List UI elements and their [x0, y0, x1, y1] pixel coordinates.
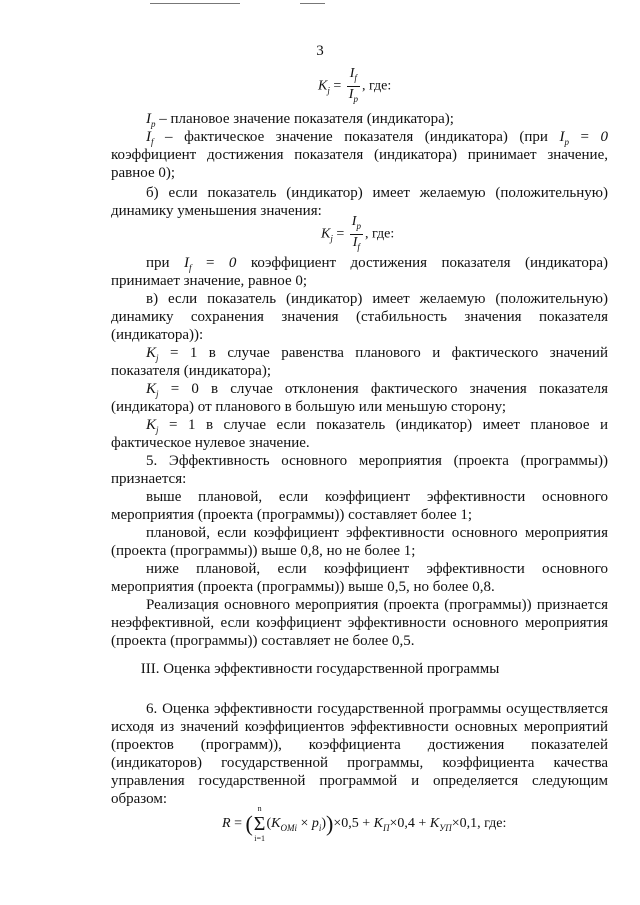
text-line: Реализация основного мероприятия (проекта (программы)) признается [146, 597, 608, 613]
fraction: $\frac{I_p}{I_f}$ [351, 214, 361, 252]
text-line: образом: [111, 791, 168, 807]
text-line: 5. Эффективность основного мероприятия (проекта (программы)) [146, 453, 608, 469]
text-line: показателя (индикатора); [111, 363, 272, 379]
text-line: исходя из значений коэффициентов эффективности основных мероприятий [111, 719, 608, 735]
text-line: неэффективной, если коэффициент эффективности основного мероприятия [111, 615, 608, 631]
text-line: $I_p$ – плановое значение показателя (индикатора); [146, 111, 454, 129]
section-heading: III. Оценка эффективности государственной программы [140, 661, 500, 677]
text-line: (проекта (программы)) выше 0,8, но не более 1; [111, 543, 416, 559]
text-line: 6. Оценка эффективности государственной программы осуществляется [146, 701, 608, 717]
text-line: плановой, если коэффициент эффективности основного мероприятия [146, 525, 608, 541]
text-line: равное 0); [111, 165, 176, 181]
text-line: б) если показатель (индикатор) имеет желаемую (положительную) [146, 185, 608, 201]
top-rule-left [150, 3, 240, 4]
text-line: динамику уменьшения значения: [111, 203, 322, 219]
text-line: мероприятия (проекта (программы)) составляет более 1; [111, 507, 473, 523]
text-line: при $I_f = 0$ коэффициент достижения показателя (индикатора) [146, 255, 608, 273]
page-number: 3 [316, 43, 324, 59]
text-line: в) если показатель (индикатор) имеет желаемую (положительную) [146, 291, 608, 307]
text-line: коэффициент достижения показателя (индикатора) принимает значение, [111, 147, 608, 163]
text-line: фактическое нулевое значение. [111, 435, 310, 451]
formula-kj-plan-over-fact: $K_j$ = $\frac{I_p}{I_f}$ , где: [321, 214, 394, 255]
text-line: признается: [111, 471, 187, 487]
text-line: (индикатора)): [111, 327, 204, 343]
text-line: (индикатора) от планового в большую или меньшую сторону; [111, 399, 507, 415]
text-line: ниже плановой, если коэффициент эффективности основного [146, 561, 608, 577]
text-line: (индикаторов) государственной программы, коэффициента качества [111, 755, 608, 771]
text-line: $K_j = 1$ в случае если показатель (индикатор) имеет плановое и [146, 417, 608, 435]
formula-kj-fact-over-plan: $K_j$ = $\frac{I_f}{I_p}$ , где: [318, 66, 391, 107]
fraction: $\frac{I_f}{I_p}$ [348, 66, 358, 104]
formula-r-program-efficiency: R = ( n Σ i=1 $(K_{ОМi} \times p_i))\times 0,5 + K_П\times 0,4 + K_{УП}\times 0,1$, где: [222, 804, 507, 843]
text-line: мероприятия (проекта (программы)) выше 0,5, но более 0,8. [111, 579, 495, 595]
text-line: (проектов (программ)), коэффициента достижения показателей [111, 737, 608, 753]
text-line: управления государственной программой и определяется следующим [111, 773, 608, 789]
text-line: выше плановой, если коэффициент эффективности основного [146, 489, 608, 505]
text-line: $K_j = 0$ в случае отклонения фактического значения показателя [146, 381, 608, 399]
text-line: динамику сохранения значения (стабильность значения показателя [111, 309, 608, 325]
top-rule-right [300, 3, 325, 4]
text-line: (проекта (программы)) составляет не более 0,5. [111, 633, 415, 649]
text-line: $K_j = 1$ в случае равенства планового и фактического значений [146, 345, 608, 363]
text-line: принимает значение, равное 0; [111, 273, 308, 289]
text-line: $I_f$ – фактическое значение показателя (индикатора) (при $I_p = 0$ [146, 129, 608, 147]
sum-symbol: n Σ i=1 [253, 804, 266, 843]
